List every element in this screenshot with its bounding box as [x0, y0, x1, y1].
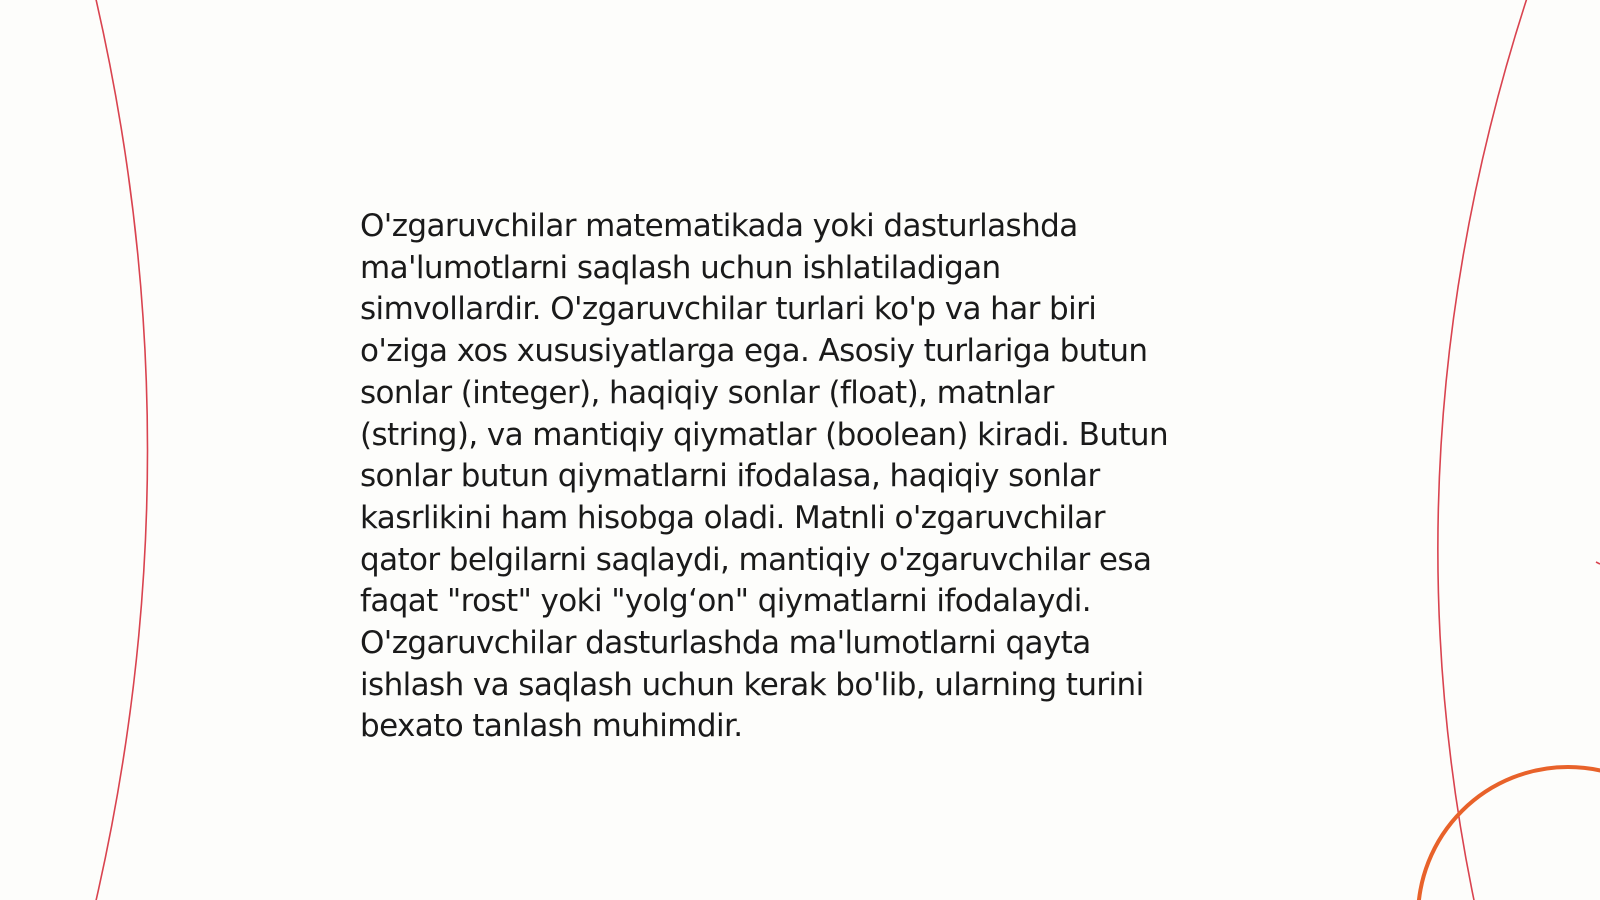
- paragraph-line: O'zgaruvchilar matematikada yoki dasturlashda: [360, 208, 1078, 244]
- paragraph-line: sonlar (integer), haqiqiy sonlar (float), matnlar: [360, 374, 1054, 411]
- paragraph-line: qator belgilarni saqlaydi, mantiqiy o'zgaruvchilar esa: [360, 541, 1152, 578]
- paragraph-line: simvollardir. O'zgaruvchilar turlari ko'p va har biri: [360, 291, 1097, 328]
- paragraph-line: sonlar butun qiymatlarni ifodalasa, haqiqiy sonlar: [360, 458, 1100, 495]
- paragraph-line: kasrlikini ham hisobga oladi. Matnli o'zgaruvchilar: [360, 499, 1105, 536]
- right-curve: [1438, 0, 1528, 900]
- paragraph-line: ma'lumotlarni saqlash uchun ishlatiladigan: [360, 249, 1001, 286]
- left-curve: [95, 0, 148, 900]
- right-tick-mark: [1596, 562, 1600, 564]
- body-paragraph: [360, 206, 1240, 748]
- paragraph-line: faqat "rost" yoki "yolg‘on" qiymatlarni ifodalaydi.: [360, 583, 1092, 620]
- paragraph-line: ishlash va saqlash uchun kerak bo'lib, ularning turini: [360, 666, 1144, 703]
- paragraph-line: o'ziga xos xususiyatlarga ega. Asosiy turlariga butun: [360, 333, 1148, 370]
- paragraph-line: bexato tanlash muhimdir.: [360, 708, 743, 745]
- orange-circle: [1418, 767, 1600, 900]
- paragraph-line: (string), va mantiqiy qiymatlar (boolean) kiradi. Butun: [360, 416, 1169, 453]
- paragraph-line: O'zgaruvchilar dasturlashda ma'lumotlarni qayta: [360, 625, 1091, 662]
